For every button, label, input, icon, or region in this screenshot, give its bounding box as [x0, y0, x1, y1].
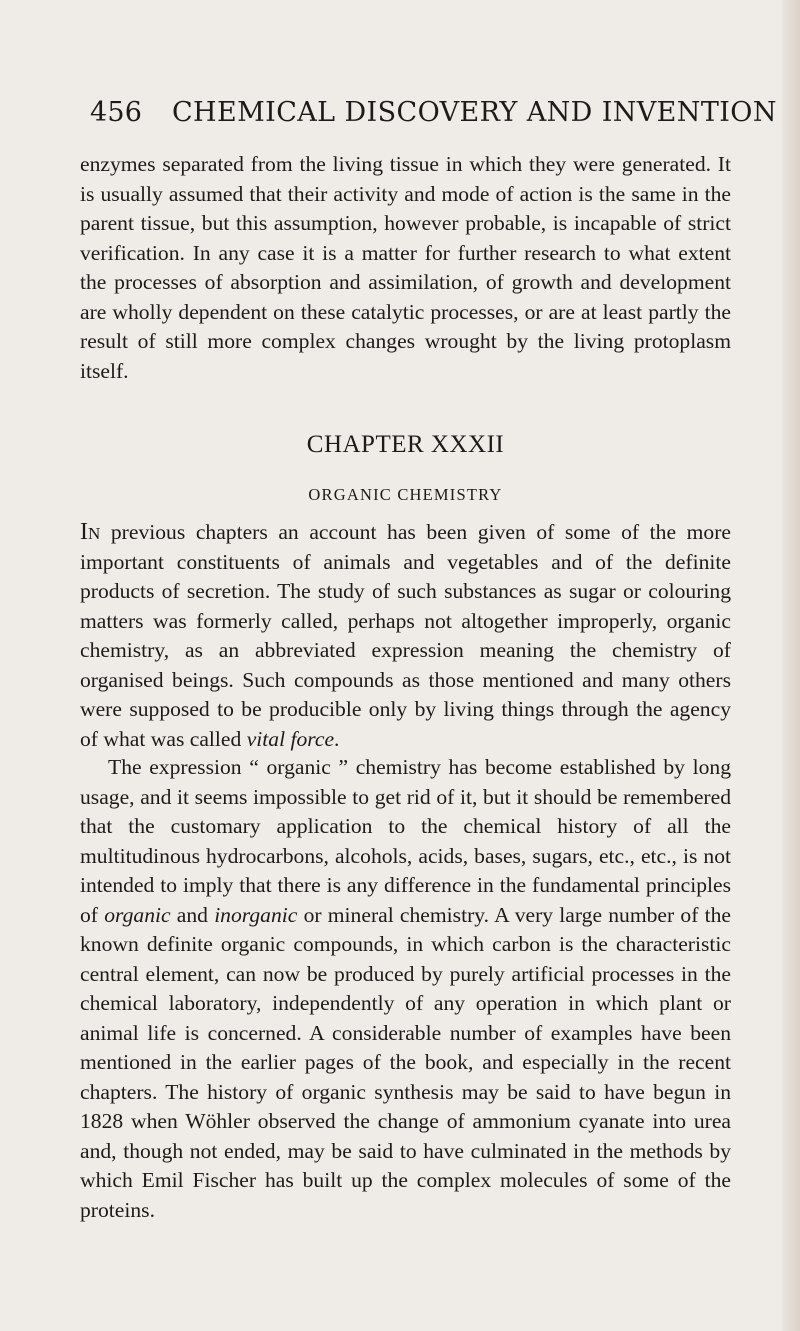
page-number: 456	[90, 97, 143, 128]
paragraph-2-part-1: The expression “ organic ” chemistry has become established by long usage, and it seems impossible to get rid of it, but it should be remembered that the customary application to the chemical history of all the multitudinous hydrocarbons, alcohols, acids, bases, sugars, etc., etc., is not intended to imply that there is any difference in the fundamental principles of	[80, 755, 731, 927]
italic-organic: organic	[104, 902, 171, 927]
second-paragraph	[80, 753, 731, 1225]
second-paragraph-block	[80, 753, 731, 1225]
lead-in-word: In	[80, 519, 101, 545]
paragraph-2-part-2: and	[170, 902, 215, 927]
continued-paragraph-block	[80, 150, 731, 386]
continued-paragraph: enzymes separated from the living tissue in which they were generated. It is usually assumed that their activity and mode of action is the same in the parent tissue, but this assumption, however probable, is incapable of strict verification. In any case it is a matter for further research to what extent the processes of absorption and assimilation, of growth and development are wholly dependent on these catalytic processes, or are at least partly the result of still more complex changes wrought by the living protoplasm itself.	[80, 152, 731, 383]
paragraph-2-part-3: or mineral chemistry. A very large number of the known definite organic compounds, in which carbon is the characteristic central element, can now be produced by purely artificial processes in the chemical laboratory, independently of any operation in which plant or animal life is concerned. A considerable number of examples have been mentioned in the earlier pages of the book, and especially in the recent chapters. The history of organic synthesis may be said to have begun in 1828 when Wöhler observed the change of ammonium cyanate into urea and, though not ended, may be said to have culminated in the methods by which Emil Fischer has built up the complex molecules of some of the proteins.	[80, 902, 731, 1222]
chapter-opening-paragraph	[80, 518, 731, 754]
page-edge-shadow	[782, 0, 800, 1331]
chapter-subtitle: ORGANIC CHEMISTRY	[308, 485, 503, 504]
running-title: CHEMICAL DISCOVERY AND INVENTION	[172, 97, 777, 128]
italic-vital-force: vital force	[246, 726, 335, 751]
paragraph-1-body: previous chapters an account has been given of some of the more important constituents of animals and vegetables and of the definite products of secretion. The study of such substances as sugar or colouring matters was formerly called, perhaps not altogether improperly, organic chemistry, as an abbreviated expression meaning the chemistry of organised beings. Such compounds as those mentioned and many others were supposed to be producible only by living things through the agency of what was called	[80, 520, 731, 751]
chapter-opening-block	[80, 518, 731, 754]
italic-inorganic: inorganic	[214, 902, 298, 927]
paragraph-1-end: .	[334, 726, 340, 751]
page-header	[90, 97, 777, 137]
chapter-title: CHAPTER XXXII	[306, 431, 505, 458]
